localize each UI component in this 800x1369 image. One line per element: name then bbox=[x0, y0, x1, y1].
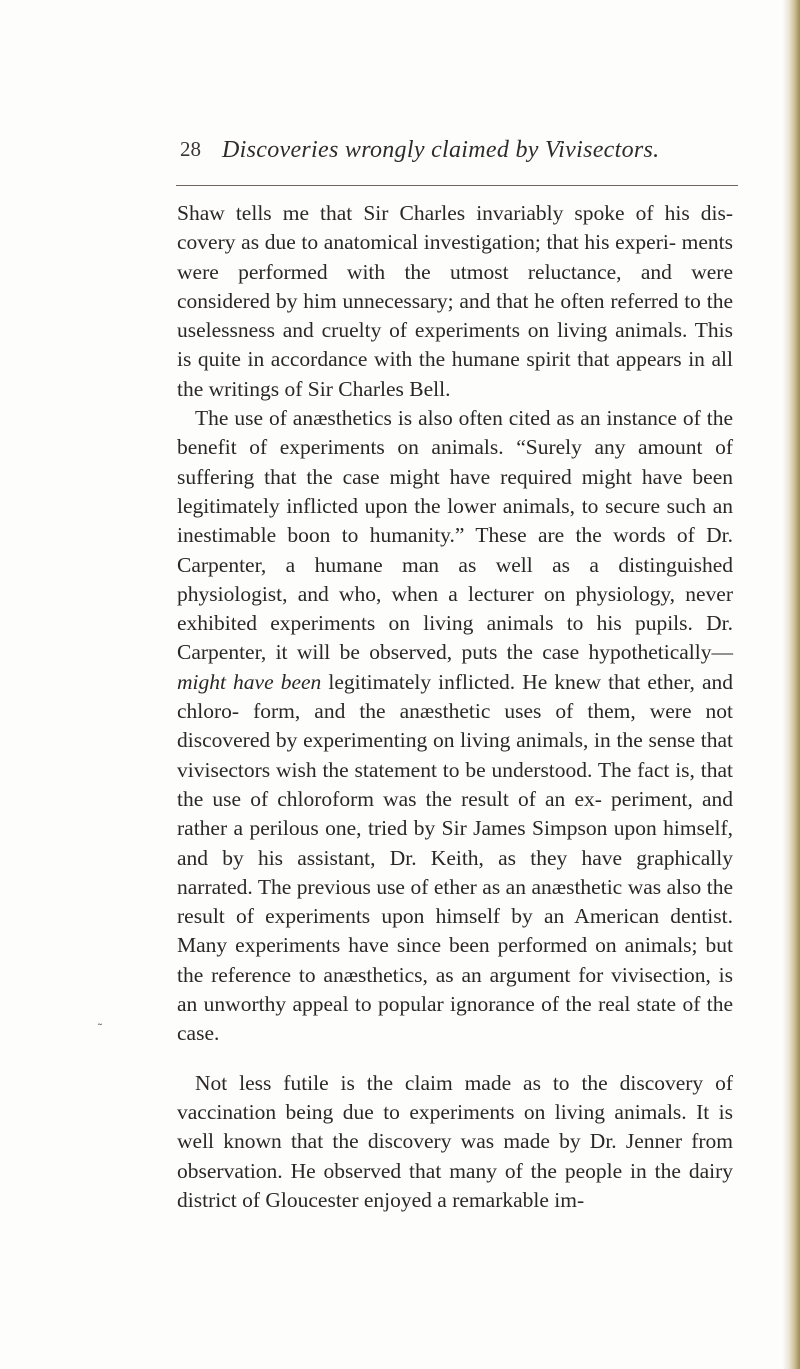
page-number: 28 bbox=[180, 137, 201, 161]
paragraph-2-text-a: The use of anæsthetics is also often cited as an instance of the benefit of experiments on animals. “Surely any amount of suffering that the case might have required might have been legitimately inflicted upon the lower animals, to secure such an inestimable boon to humanity.” These are the words of Dr. Carpenter, a humane man as well as a distinguished physiologist, and who, when a lecturer on physiology, never exhibited experiments on living animals to his pupils. Dr. Carpenter, it will be observed, puts the case hypothetically— bbox=[177, 406, 733, 665]
paragraph-2 bbox=[177, 404, 733, 1049]
header-rule bbox=[176, 185, 738, 186]
running-title: Discoveries wrongly claimed by Vivisectors. bbox=[222, 137, 660, 163]
paragraph-3: Not less futile is the claim made as to the discovery of vaccination being due to experiments on living animals. It is well known that the discovery was made by Dr. Jenner from observation. He observed that many of the people in the dairy district of Gloucester enjoyed a remarkable im- bbox=[177, 1070, 733, 1212]
paragraph-2-italic: might have been bbox=[177, 669, 322, 694]
page-header bbox=[180, 137, 740, 169]
body-text bbox=[177, 199, 733, 1215]
paragraph-1: Shaw tells me that Sir Charles invariably spoke of his dis- covery as due to anatomical investigation; that his experi- ments were performed with the utmost reluctance, and were considered by him unnecessary; and that he often referred to the uselessness and cruelty of experiments on living animals. This is quite in accordance with the humane spirit that appears in all the writings of Sir Charles Bell. bbox=[177, 201, 733, 401]
margin-mark: ˜ bbox=[98, 1021, 102, 1035]
page-edge-shadow bbox=[782, 0, 800, 1369]
paragraph-2-text-b: legitimately inflicted. He knew that ether, and chloro- form, and the anæsthetic uses of them, were not discovered by experimenting on living animals, in the sense that vivisectors wish the statement to be understood. The fact is, that the use of chloroform was the result of an ex- periment, and rather a perilous one, tried by Sir James Simpson upon himself, and by his assistant, Dr. Keith, as they have graphically narrated. The previous use of ether as an anæsthetic was also the result of experiments upon himself by an American dentist. Many experiments have since been performed on animals; but the reference to anæsthetics, as an argument for vivisection, is an unworthy appeal to popular ignorance of the real state of the case. bbox=[177, 669, 733, 1046]
